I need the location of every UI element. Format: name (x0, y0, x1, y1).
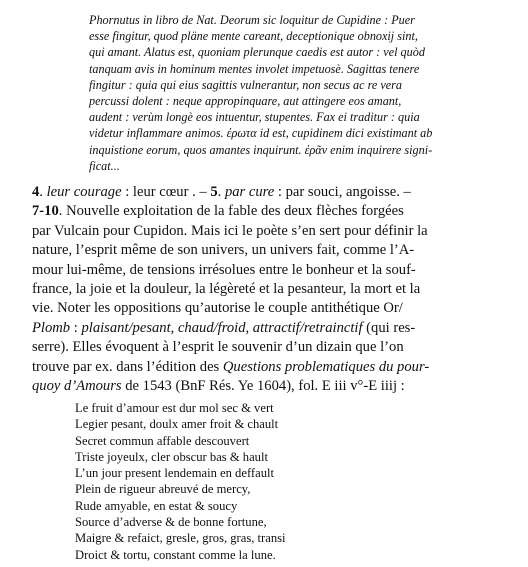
quote-line: videtur inflammare animos. ἐρωτα id est, cupidinem dici existimant ab (89, 126, 433, 141)
poem-line: Le fruit d’amour est dur mol sec & vert (75, 401, 274, 415)
commentary-text: (qui res- (362, 319, 416, 336)
quote-line: Phornutus in libro de Nat. Deorum sic loquitur de Cupidine : Puer (89, 13, 415, 27)
commentary-line: par Vulcain pour Cupidon. Mais ici le poète s’en sert pour définir la (32, 222, 428, 239)
note-number: 4 (32, 184, 40, 200)
cited-phrase: leur courage (46, 184, 122, 200)
commentary-text: . (39, 184, 47, 200)
book-title: Questions problematiques du pour- (222, 358, 430, 375)
commentary-line: mour lui-même, de tensions irrésolues entre le bonheur et la souf- (32, 261, 416, 278)
commentary-line (32, 202, 512, 221)
note-number: 7-10 (32, 203, 59, 220)
poem-line: Rude amyable, en estat & soucy (75, 498, 238, 513)
commentary-line: vie. Noter les oppositions qu’autorise le couple antithétique Or/ (32, 300, 403, 317)
commentary-text: : leur cœur . – (121, 184, 211, 200)
quote-line: fingitur : quia qui eius sagittis vulnerantur, non secus ac re vera (89, 77, 403, 92)
quote-line: percussi dolent : neque appropinquare, aut attingere eos amant, (89, 94, 402, 109)
quote-line: ficat... (89, 158, 120, 173)
quote-line: esse fingitur, quod pläne mente careant, deceptionique obnoxij sint, (89, 29, 418, 44)
commentary-paragraph (32, 183, 512, 396)
commentary-line (32, 319, 512, 338)
commentary-text: trouve par ex. dans l’édition des (32, 358, 223, 375)
commentary-text: : par souci, angoisse. – (274, 184, 411, 200)
poem-line: L’un jour present lendemain en deffault (75, 466, 274, 481)
cited-phrase: plaisant/pesant, chaud/froid, attractif/retrainctif (81, 319, 363, 336)
cited-phrase: par cure (224, 184, 275, 200)
quote-line: audent : verùm longè eos intuentur, stupentes. Fax ei traditur : quia (89, 110, 420, 125)
commentary-text: . Nouvelle exploitation de la fable des deux flèches forgées (58, 203, 404, 220)
commentary-text: : (70, 319, 82, 336)
commentary-line (32, 183, 512, 202)
poem-line: Maigre & refaict, gresle, gros, gras, transi (75, 531, 286, 546)
latin-quotation (89, 12, 510, 174)
cited-phrase: Plomb (32, 319, 71, 336)
dizain-poem (75, 400, 286, 563)
commentary-text: . (217, 184, 225, 200)
note-number: 5 (210, 184, 218, 200)
commentary-line: nature, l’esprit même de son univers, un univers fait, comme l’A- (32, 242, 415, 259)
poem-line: Plein de rigueur abreuvé de mercy, (75, 482, 251, 497)
poem-line: Secret commun affable descouvert (75, 433, 250, 448)
quote-line: inquistione eorum, quos amantes inquirunt. ἐρᾶν enim inquirere signi- (89, 142, 433, 157)
poem-line: Triste joyeulx, cler obscur bas & hault (75, 449, 268, 464)
commentary-line (32, 358, 512, 377)
commentary-line: france, la joie et la douleur, la légèreté et la pesanteur, la mort et la (32, 281, 421, 298)
commentary-line (32, 377, 512, 396)
commentary-line: serre). Elles évoquent à l’esprit le souvenir d’un dizain que l’on (32, 339, 404, 356)
poem-line: Legier pesant, doulx amer froit & chault (75, 417, 279, 432)
quote-line: tanquam avis in hominum mentes involet impetuosè. Sagittas tenere (89, 61, 420, 76)
book-title: quoy d’Amours (32, 378, 122, 395)
poem-line: Droict & tortu, constant comme la lune. (75, 547, 276, 562)
quote-line: qui amant. Alatus est, quoniam plerunque caedis est autor : vel quòd (89, 45, 425, 60)
poem-line: Source d’adverse & de bonne fortune, (75, 515, 267, 530)
commentary-text: de 1543 (BnF Rés. Ye 1604), fol. E iii v°-E iiij : (121, 378, 405, 395)
